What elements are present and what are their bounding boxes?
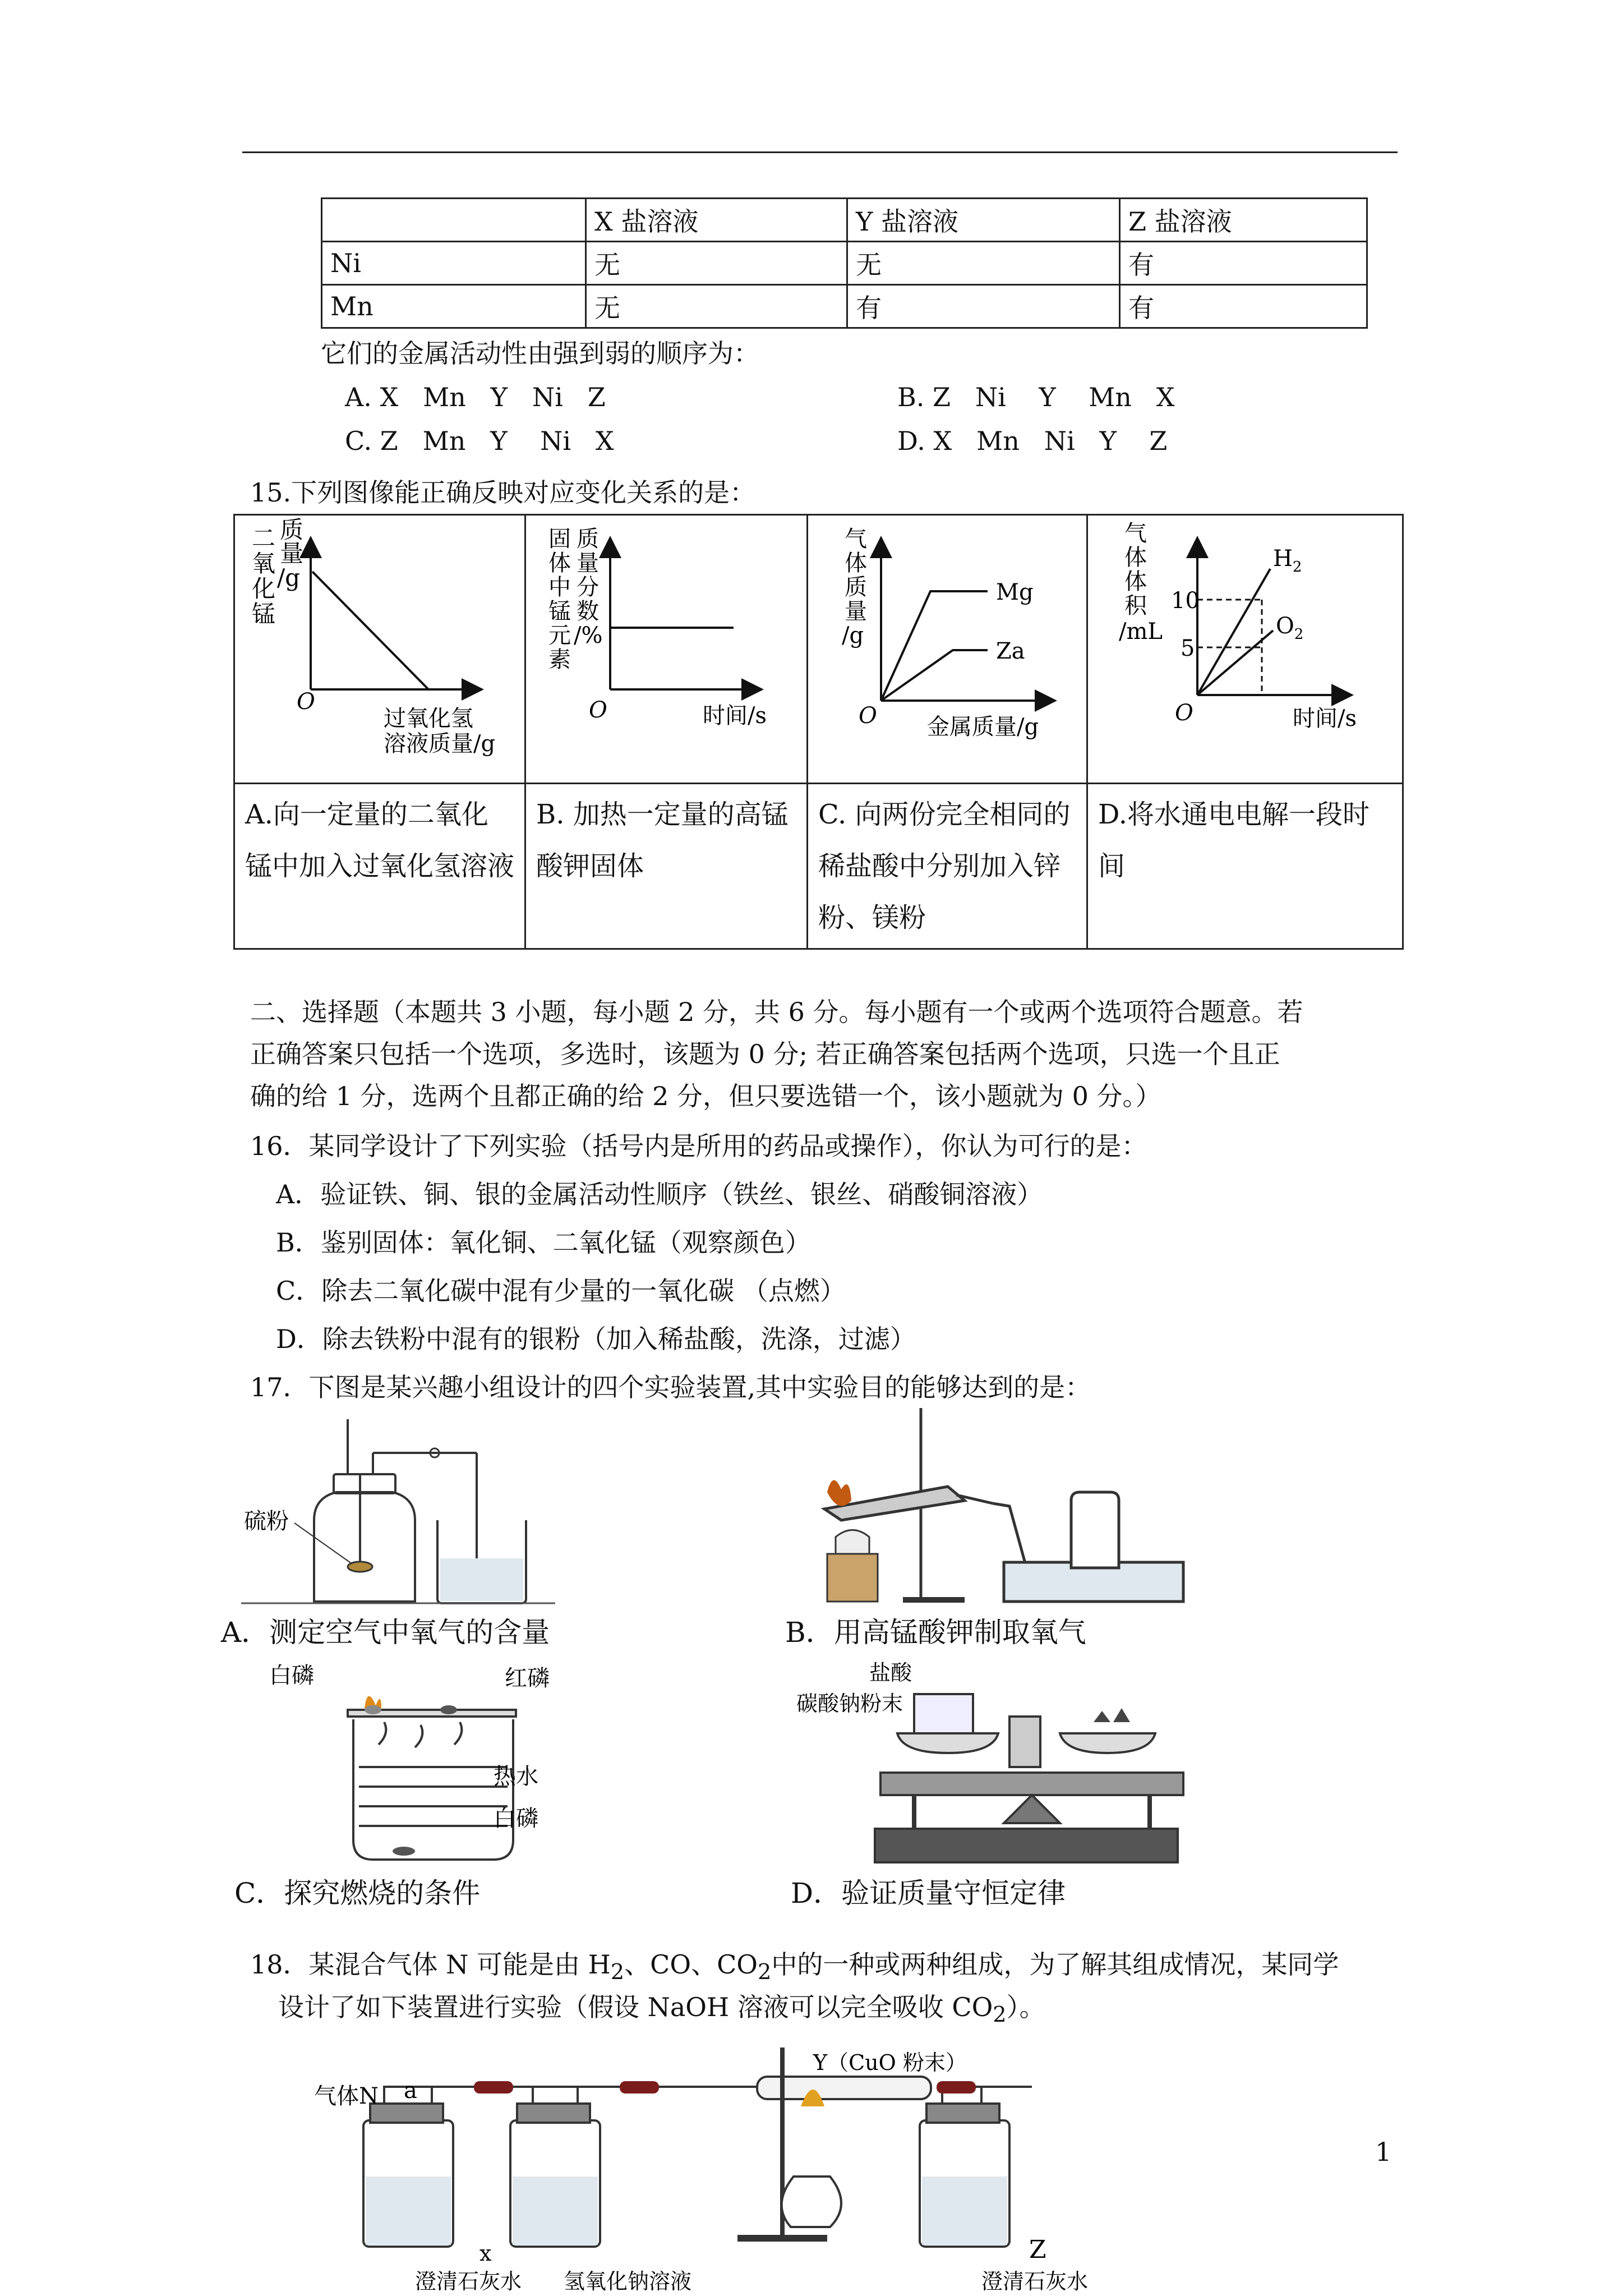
graph-b-caption-cell (525, 784, 808, 949)
table-cell: X 盐溶液 (586, 199, 847, 242)
graph-d-xlabel: 时间/s (1293, 706, 1357, 731)
q16-option-d: D．除去铁粉中混有的银粉（加入稀盐酸，洗涤，过滤） (276, 1324, 916, 1354)
metal-salt-table (321, 197, 1368, 329)
table-cell: Mn (322, 285, 586, 328)
q16-option-b: B．鉴别固体：氧化铜、二氧化锰（观察颜色） (276, 1227, 811, 1258)
graph-b-xlabel: 时间/s (703, 703, 767, 729)
graph-a-caption: A.向一定量的二氧化锰中加入过氧化氢溶液 (245, 799, 515, 882)
table-cell: 无 (586, 242, 847, 285)
q15-graph-table (233, 514, 1404, 950)
graph-c-caption-cell (808, 784, 1087, 949)
graph-d-svg (1088, 516, 1402, 780)
table-row (322, 285, 1367, 328)
graph-b (525, 515, 808, 784)
sulfur-label: 硫粉 (244, 1508, 289, 1534)
q18-line1: 18．某混合气体 N 可能是由 $H_2$、CO、$CO_2$中的一种或两种组成，为了解其组成情况，某同学 (250, 1949, 1339, 1985)
graph-d-ylabel: 气体体积/mL (1119, 521, 1163, 645)
graph-b-caption: B. 加热一定量的高锰酸钾固体 (536, 799, 789, 882)
graph-b-origin: O (589, 697, 607, 723)
caption-row (234, 784, 1403, 949)
white-p-bottom-label: 白磷 (494, 1806, 538, 1832)
graph-d-origin: O (1175, 700, 1193, 726)
apparatus-d (780, 1660, 1217, 1879)
white-p-top-label: 白磷 (269, 1663, 314, 1688)
q14-option-d: D. X Mn Ni Y Z (897, 426, 1168, 456)
graph-a-svg (235, 516, 524, 780)
graph-c (808, 515, 1087, 784)
q14-option-c: C. Z Mn Y Ni X (345, 426, 614, 456)
graph-d-series-o2: $O_2$ (1276, 613, 1304, 643)
graph-c-svg (808, 516, 1086, 780)
naoh-label: 氢氧化钠溶液 (564, 2269, 692, 2292)
table-cell: Z 盐溶液 (1120, 199, 1367, 242)
x-label: x (479, 2241, 492, 2266)
hcl-label: 盐酸 (869, 1660, 912, 1685)
graph-d-h2-line (1197, 569, 1270, 695)
section2-line1: 二、选择题（本题共 3 小题，每小题 2 分，共 6 分。每小题有一个或两个选项符合题意。若 (250, 997, 1303, 1027)
q16-stem: 16．某同学设计了下列实验（括号内是所用的药品或操作），你认为可行的是： (250, 1131, 1147, 1161)
graph-a-caption-cell (234, 784, 525, 949)
graph-c-series-mg: Mg (996, 579, 1034, 605)
graph-c-origin: O (859, 703, 877, 729)
q17-caption-b: B．用高锰酸钾制取氧气 (785, 1616, 1086, 1649)
q17-caption-a: A．测定空气中氧气的含量 (221, 1616, 550, 1649)
graph-c-caption: C. 向两份完全相同的稀盐酸中分别加入锌粉、镁粉 (818, 799, 1071, 933)
graph-b-ylabel-right: 质量分数/% (574, 526, 603, 648)
table-cell: Ni (322, 242, 586, 285)
q18-line2: 设计了如下装置进行实验（假设 NaOH 溶液可以完全吸收 $CO_2$）。 (278, 1992, 1045, 2028)
graph-a-ylabel-right: 质量/g (277, 516, 304, 591)
na2co3-label: 碳酸钠粉末 (796, 1691, 903, 1716)
table-header-row (322, 199, 1367, 242)
q16-option-a: A．验证铁、铜、银的金属活动性顺序（铁丝、银丝、硝酸铜溶液） (276, 1179, 1043, 1209)
graph-d-caption: D.将水通电电解一段时间 (1098, 799, 1370, 882)
q14-prompt: 它们的金属活动性由强到弱的顺序为： (321, 338, 759, 369)
graph-d-series-h2: $H_2$ (1273, 546, 1302, 576)
section2-line2: 正确答案只包括一个选项，多选时，该题为 0 分; 若正确答案包括两个选项，只选一个且正 (250, 1039, 1280, 1069)
limewater1-label: 澄清石灰水 (415, 2269, 522, 2292)
table-cell: 有 (1120, 242, 1367, 285)
y-label: Y（CuO 粉末） (813, 2050, 967, 2075)
q14-option-b: B. Z Ni Y Mn X (897, 382, 1175, 412)
apparatus-a (241, 1408, 780, 1616)
graph-d (1087, 515, 1403, 784)
graph-row (234, 515, 1403, 784)
q14-option-a: A. X Mn Y Ni Z (345, 382, 606, 412)
hot-water-label: 热水 (494, 1764, 538, 1789)
graph-a-xlabel-2: 溶液质量/g (384, 731, 496, 757)
q15-stem: 15.下列图像能正确反映对应变化关系的是： (250, 477, 756, 508)
header-rule (242, 151, 1398, 153)
table-cell (322, 199, 586, 242)
table-cell: 无 (586, 285, 847, 328)
graph-a-ylabel-left: 二氧化锰 (252, 524, 276, 628)
table-cell: 无 (847, 242, 1120, 285)
q16-option-c: C．除去二氧化碳中混有少量的一氧化碳 （点燃） (276, 1276, 846, 1306)
graph-a (234, 515, 525, 784)
gas-n-label: 气体N (314, 2083, 379, 2109)
page-number: 1 (1375, 2137, 1392, 2167)
z-label: Z (1029, 2235, 1046, 2264)
q17-caption-c: C．探究燃烧的条件 (234, 1877, 481, 1910)
graph-a-xlabel-1: 过氧化氢 (384, 706, 473, 731)
graph-c-series-zn: Za (996, 638, 1025, 664)
graph-d-tick-5: 5 (1181, 636, 1195, 661)
graph-c-zn-line (881, 650, 988, 701)
table-cell: 有 (847, 285, 1120, 328)
apparatus-c (269, 1660, 617, 1874)
table-cell: 有 (1120, 285, 1367, 328)
limewater2-label: 澄清石灰水 (981, 2269, 1089, 2292)
red-p-label: 红磷 (505, 1665, 550, 1691)
q17-caption-d: D．验证质量守恒定律 (791, 1877, 1066, 1910)
table-cell: Y 盐溶液 (847, 199, 1120, 242)
graph-a-origin: O (297, 689, 315, 715)
q17-stem: 17．下图是某兴趣小组设计的四个实验装置,其中实验目的能够达到的是： (250, 1372, 1091, 1402)
graph-d-tick-10: 10 (1171, 588, 1200, 614)
a-label: a (404, 2078, 417, 2104)
graph-d-caption-cell (1087, 784, 1403, 949)
graph-a-line (312, 572, 428, 689)
graph-b-ylabel-left: 固体中锰元素 (548, 526, 571, 673)
graph-c-ylabel: 气体质量/g (842, 526, 867, 648)
graph-c-xlabel: 金属质量/g (927, 714, 1039, 740)
graph-b-svg (526, 516, 806, 780)
table-row (322, 242, 1367, 285)
apparatus-q18 (314, 2042, 1122, 2292)
apparatus-b (808, 1402, 1402, 1616)
section2-line3: 确的给 1 分，选两个且都正确的给 2 分，但只要选错一个，该小题就为 0 分。） (250, 1081, 1161, 1111)
graph-c-mg-line (881, 591, 988, 701)
